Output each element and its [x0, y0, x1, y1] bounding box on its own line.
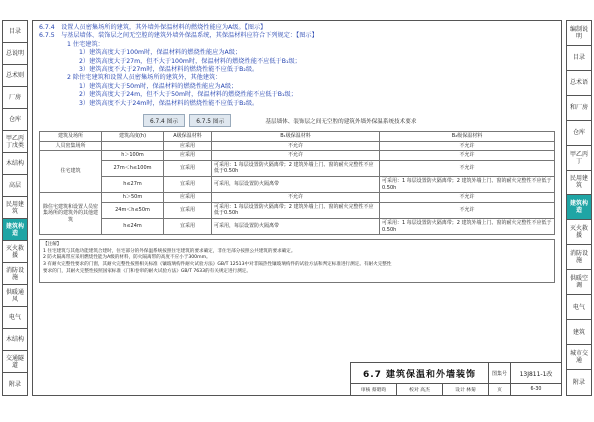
- atlas-label: 图集号: [489, 363, 511, 383]
- header-cell: B₁级保温材料: [212, 132, 380, 142]
- nav-tab[interactable]: 仓库: [567, 121, 591, 146]
- nav-tab[interactable]: 供暖空调: [567, 270, 591, 295]
- clause-line: [39, 58, 555, 66]
- table-cell: 宜采用: [164, 202, 212, 218]
- clause-text-line: 1）建筑高度大于50m时，保温材料的燃烧性能应为A级；: [79, 82, 238, 90]
- table-cell: 可采用：1 每层设置防火隔离带；2 建筑外墙上门、窗的耐火完整性不应低于0.50h: [212, 160, 380, 176]
- nav-tab[interactable]: 目录: [3, 21, 27, 43]
- figure-links: [143, 114, 561, 127]
- nav-tab[interactable]: 民用建筑: [3, 197, 27, 219]
- table-header-row: [40, 132, 555, 142]
- table-cell: h≤27m: [102, 177, 164, 193]
- clause-text-line: 2）建筑高度大于27m，但不大于100m时，保温材料的燃烧性能不应低于B₁级；: [79, 57, 301, 65]
- clause-text-line: 1）建筑高度大于100m时，保温材料的燃烧性能应为A级；: [79, 49, 242, 57]
- table-row: [40, 202, 555, 218]
- clause-number: 6.7.4: [39, 24, 55, 31]
- table-cell: 宜采用: [164, 160, 212, 176]
- table-cell: 不允许: [380, 151, 555, 161]
- nav-tab[interactable]: 甲乙丙丁: [567, 146, 591, 171]
- page-number: 6-30: [530, 387, 542, 392]
- nav-tab[interactable]: 消防设施: [3, 263, 27, 285]
- nav-tab[interactable]: 附录: [572, 378, 585, 386]
- clause-text: [33, 21, 561, 110]
- nav-tab[interactable]: 总术则: [3, 65, 27, 87]
- table-row: [40, 160, 555, 176]
- nav-tab[interactable]: 木结构: [3, 153, 27, 175]
- header-cell: 建筑及场所: [40, 132, 102, 142]
- left-chapter-nav: [2, 20, 28, 396]
- note-line: 2 防火隔离带应采用燃烧性能为A级的材料，防火隔离带的高度不应小于300mm。: [43, 255, 211, 261]
- table-cell: 可采用：1 每层设置防火隔离带；2 建筑外墙上门、窗的耐火完整性不应低于0.50h: [380, 177, 555, 193]
- clause-text-line: 1 住宅建筑：: [67, 40, 104, 48]
- table-row: [40, 141, 555, 151]
- nav-tab[interactable]: 总说明: [3, 43, 27, 65]
- nav-tab[interactable]: 总术语: [567, 71, 591, 96]
- nav-tab[interactable]: 灭火救援: [567, 220, 591, 245]
- nav-tab[interactable]: 木结构: [3, 329, 27, 351]
- nav-tab[interactable]: 城市交通: [567, 345, 591, 370]
- right-chapter-nav: [566, 20, 592, 396]
- nav-tab[interactable]: 附录: [8, 380, 21, 388]
- nav-tab[interactable]: 建筑: [567, 320, 591, 345]
- nav-tab[interactable]: 编制说明: [567, 21, 591, 46]
- insulation-requirements-table: [39, 131, 555, 235]
- nav-tab[interactable]: 高层: [3, 175, 27, 197]
- header-cell: 建筑高度(h): [102, 132, 164, 142]
- table-cell: 不允许: [212, 193, 380, 203]
- atlas-number: 13J811-1改: [519, 370, 553, 378]
- page-label: 页: [489, 384, 511, 395]
- clause-text-line: 3）建筑高度不大于27m时，保温材料的燃烧性能不应低于B₂级。: [79, 66, 259, 74]
- table-cell: 可采用：1 每层设置防火隔离带；2 建筑外墙上门、窗的耐火完整性不应低于0.50h: [212, 202, 380, 218]
- review-signature: 审核 蔡昭昀: [351, 384, 397, 395]
- nav-tab[interactable]: 目录: [567, 46, 591, 71]
- notes-box: [39, 239, 555, 283]
- table-cell: h＞50m: [102, 193, 164, 203]
- design-signature: 设计 林菊: [443, 384, 489, 395]
- header-cell: A级保温材料: [164, 132, 212, 142]
- table-row: [40, 219, 555, 235]
- table-cell: 人员密集场所: [40, 141, 102, 151]
- table-title: 基层墙体、装饰层之间无空腔的建筑外墙外保温系统技术要求: [265, 118, 417, 125]
- nav-tab[interactable]: 供暖通风: [3, 285, 27, 307]
- nav-tab[interactable]: 电气: [3, 307, 27, 329]
- table-cell: 不允许: [380, 160, 555, 176]
- note-line: 3 有耐火完整性要求的门窗，其耐火完整性按照相关标准《镶玻璃构件耐火试验方法》GB/T 12513中对非隔热性镶玻璃构件的试验方法和判定标准进行测定。有耐火完整性: [43, 261, 392, 267]
- table-row: [40, 151, 555, 161]
- figure-link-6-7-5[interactable]: 6.7.5 图示: [189, 114, 231, 127]
- table-cell: h≤24m: [102, 219, 164, 235]
- clause-text-line: 2）建筑高度大于24m，但不大于50m时，保温材料的燃烧性能不应低于B₁级；: [79, 91, 297, 99]
- table-row: [40, 193, 555, 203]
- clause-line: [39, 41, 555, 49]
- nav-tab[interactable]: 厂房: [3, 87, 27, 109]
- check-signature: 校对 高杰: [397, 384, 443, 395]
- table-cell: 应采用: [164, 151, 212, 161]
- nav-tab[interactable]: 灭火救援: [3, 241, 27, 263]
- title-block: [350, 362, 562, 396]
- table-cell: 不允许: [380, 193, 555, 203]
- table-cell: 宜采用: [164, 177, 212, 193]
- table-cell: 应采用: [164, 141, 212, 151]
- table-cell: 27m＜h≤100m: [102, 160, 164, 176]
- nav-tab[interactable]: 建筑构造: [567, 195, 591, 220]
- nav-tab[interactable]: 甲乙丙丁戊类: [3, 131, 27, 153]
- nav-tab[interactable]: 和厂房: [567, 96, 591, 121]
- table-cell: 住宅建筑: [40, 151, 102, 193]
- notes-heading: 【注解】: [43, 242, 62, 248]
- table-cell: 可采用：1 每层设置防火隔离带；2 建筑外墙上门、窗的耐火完整性不应低于0.50h: [380, 219, 555, 235]
- table-cell: 不允许: [380, 202, 555, 218]
- table-cell: [102, 141, 164, 151]
- table-cell: 可采用，每层设置防火隔离带: [212, 219, 380, 235]
- figure-link-6-7-4[interactable]: 6.7.4 图示: [143, 114, 185, 127]
- nav-tab[interactable]: 仓库: [3, 109, 27, 131]
- section-title: 6.7 建筑保温和外墙装饰: [351, 363, 489, 383]
- table-cell: 24m＜h≤50m: [102, 202, 164, 218]
- clause-line: [39, 32, 555, 40]
- page-content: [32, 20, 562, 396]
- clause-line: [39, 100, 555, 108]
- header-cell: B₂级保温材料: [380, 132, 555, 142]
- table-cell: 可采用，每层设置防火隔离带: [212, 177, 380, 193]
- clause-text-line: 3）建筑高度不大于24m时，保温材料的燃烧性能不应低于B₂级。: [79, 99, 259, 107]
- table-cell: 不允许: [212, 141, 380, 151]
- clause-text-line: 设置人员密集场所的建筑，其外墙外保温材料的燃烧性能应为A级。【图示】: [61, 24, 267, 31]
- nav-tab[interactable]: 电气: [567, 295, 591, 320]
- nav-tab[interactable]: 消防设施: [567, 245, 591, 270]
- clause-text-line: 与基层墙体、装饰层之间无空腔的建筑外墙外保温系统，其保温材料应符合下列规定：【图示】: [61, 32, 318, 40]
- clause-line: [39, 74, 555, 82]
- table-cell: 不允许: [212, 151, 380, 161]
- table-cell: 除住宅建筑和设置人员密集场所的建筑外的其他建筑: [40, 193, 102, 235]
- clause-line: [39, 91, 555, 99]
- table-cell: 宜采用: [164, 219, 212, 235]
- note-line: 1 住宅建筑与其他功能建筑合建时，住宅部分的外保温系统按照住宅建筑的要求确定，非住宅部分按照公共建筑的要求确定。: [43, 248, 296, 254]
- note-line: 要求的门，其耐火完整性按照国家标准《门和卷帘的耐火试验方法》GB/T 7633的有关规定进行测定。: [43, 268, 251, 274]
- clause-line: [39, 83, 555, 91]
- clause-line: [39, 49, 555, 57]
- nav-tab[interactable]: 建筑构造: [3, 219, 27, 241]
- clause-text-line: 2 除住宅建筑和设置人员密集场所的建筑外，其他建筑：: [67, 74, 222, 82]
- table-row: [40, 177, 555, 193]
- table-cell: 不允许: [380, 141, 555, 151]
- table-cell: 应采用: [164, 193, 212, 203]
- nav-tab[interactable]: 民用建筑: [567, 171, 591, 196]
- table-cell: h＞100m: [102, 151, 164, 161]
- clause-number: 6.7.5: [39, 32, 55, 40]
- nav-tab[interactable]: 交通隧道: [3, 351, 27, 373]
